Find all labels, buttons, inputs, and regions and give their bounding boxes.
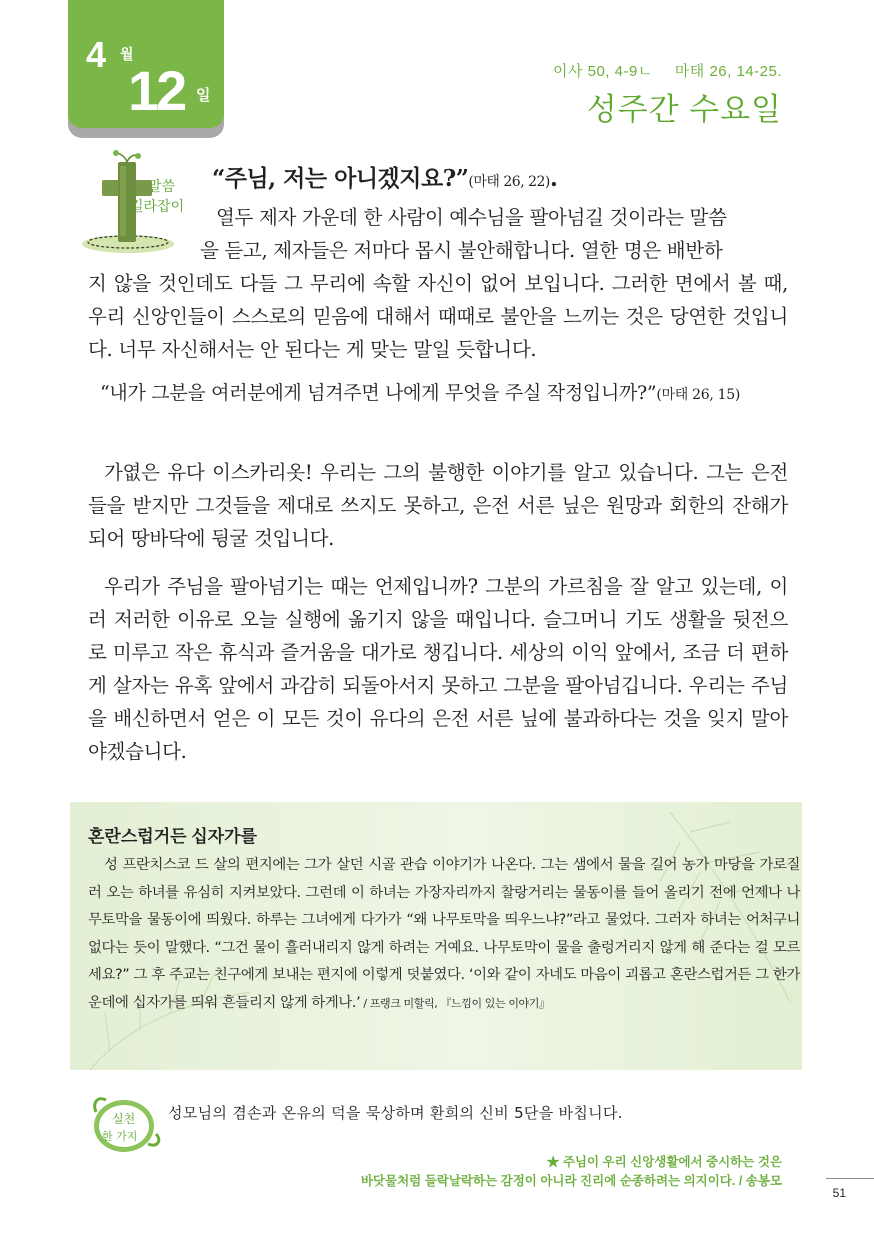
closing-quote-line-1: ★ 주님이 우리 신앙생활에서 중시하는 것은 [546,1155,782,1169]
word-guide-logo [78,150,190,258]
reading-first: 이사 50, 4-9ㄴ [552,63,653,80]
date-tab [68,0,224,128]
page-number: 51 [832,1186,846,1200]
story-source: / 프랭크 미할릭, 『느낌이 있는 이야기』 [360,996,550,1010]
story-text: 성 프란치스코 드 살의 편지에는 그가 살던 시골 관습 이야기가 나온다. 그는 샘에서 물을 길어 농가 마당을 가로질러 오는 하녀를 유심히 지켜보았다. 그런데 이 하녀는 가장자리까지 찰랑거리는 물동이를 들어 올리기 전에 언제나 나무토막을 물동이에 띄웠다. 하루는 그녀에게 다가가 “왜 나무토막을 띄우느냐?”라고 물었다. 그러자 하녀는 어처구니없다는 듯이 말했다. “그건 물이 흘러내리지 않게 하려는 거예요. 나무토막이 물을 출렁거리지 않게 해 준다는 걸 모르세요?” 그 후 주교는 친구에게 보내는 편지에 이렇게 덧붙였다. ‘이와 같이 자네도 마음이 괴롭고 혼란스럽거든 그 한가운데에 십자가를 띄워 흔들리지 않게 하게나.’ [88,857,800,1011]
quote-end: . [549,165,558,192]
practice-text: 성모님의 겸손과 온유의 덕을 묵상하며 환희의 신비 5단을 바칩니다. [168,1104,623,1122]
page-rule [826,1178,874,1179]
badge-line-1: 실천 [112,1112,136,1126]
second-quote-text: “내가 그분을 여러분에게 넘겨주면 나에게 무엇을 주실 작정입니까?” [100,382,657,404]
main-quote [212,160,557,193]
paragraph-1-line-1: 열두 제자 가운데 한 사람이 예수님을 팔아넘길 것이라는 말씀 [216,206,727,229]
day-number: 12 [128,59,185,122]
page-title: 성주간 수요일 [586,92,782,127]
badge-line-2: 한 가지 [102,1130,138,1143]
paragraph-3: 우리가 주님을 팔아넘기는 때는 언제입니까? 그분의 가르침을 잘 알고 있는데, 이러 저러한 이유로 오늘 실행에 옮기지 않을 때입니다. 슬그머니 기도 생활을 뒷전으로 미루고 작은 휴식과 즐거움을 대가로 챙깁니다. 세상의 이익 앞에서, 조금 더 편하게 살자는 유혹 앞에서 과감히 되돌아서지 못하고 그분을 팔아넘깁니다. 우리는 주님을 배신하면서 얻은 이 모든 것이 유다의 은전 서른 닢에 불과하다는 것을 잊지 말아야겠습니다. [88,575,788,763]
second-quote-reference: (마태 26, 15) [656,387,741,403]
story-body [88,852,800,1017]
month-suffix: 월 [120,46,134,62]
day-suffix: 일 [196,87,211,104]
paragraph-2: 가엾은 유다 이스카리옷! 우리는 그의 불행한 이야기를 알고 있습니다. 그는 은전들을 받지만 그것들을 제대로 쓰지도 못하고, 은전 서른 닢은 원망과 회한의 잔해가 되어 땅바닥에 뒹굴 것입니다. [88,461,788,550]
story-box [70,802,802,1070]
month-number: 4 [86,34,106,75]
logo-line-2: 길라잡이 [130,199,185,215]
story-title: 혼란스럽거든 십자가를 [88,827,257,846]
reading-gospel: 마태 26, 14-25. [674,63,782,80]
scripture-readings [553,60,782,81]
practice-badge [88,1092,164,1156]
second-quote [88,377,788,412]
paragraph-1-rest: 지 않을 것인데도 다들 그 무리에 속할 자신이 없어 보입니다. 그러한 면에서 볼 때, 우리 신앙인들이 스스로의 믿음에 대해서 때때로 불안을 느끼는 것은 당연한 것입니다. 너무 자신해서는 안 된다는 게 맞는 말일 듯합니다. [88,272,788,361]
closing-quote-line-2: 바닷물처럼 들락날락하는 감정이 아니라 진리에 순종하려는 의지이다. / 송봉모 [360,1174,782,1188]
quote-text: “주님, 저는 아니겠지요?” [212,165,469,192]
logo-line-1: 말씀 [148,179,176,195]
paragraph-1-line-2: 을 듣고, 제자들은 저마다 몹시 불안해합니다. 열한 명은 배반하 [200,239,723,262]
quote-reference: (마태 26, 22) [468,174,550,190]
